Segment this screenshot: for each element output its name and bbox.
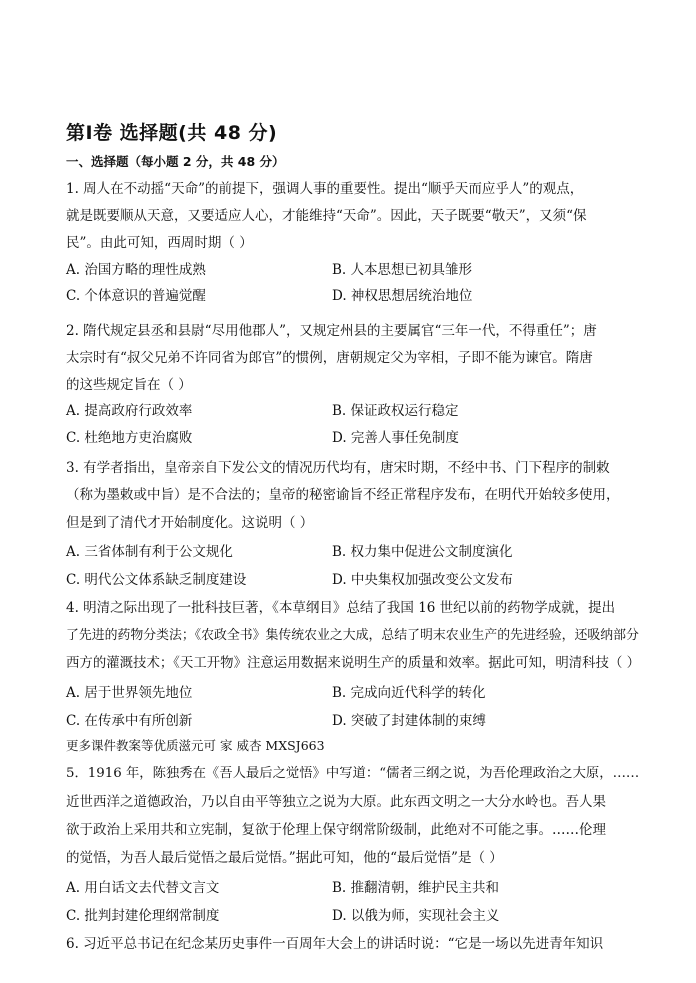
- q4-option-b: B. 完成向近代科学的转化: [332, 685, 486, 701]
- q5-line: 欲于政治上采用共和立宪制，复欲于伦理上保守纲常阶级制，此绝对不可能之事。……伦理: [66, 822, 606, 838]
- q1-line: 1. 周人在不动摇“天命”的前提下，强调人事的重要性。提出“顺乎天而应乎人”的观点，: [66, 181, 584, 197]
- q2-line: 太宗时有“叔父兄弟不许同省为郎官”的惯例，唐朝规定父为宰相，子即不能为谏官。隋唐: [66, 350, 593, 366]
- q3-option-d: D. 中央集权加强改变公文发布: [332, 572, 513, 588]
- q1-line: 民”。由此可知，西周时期（ ）: [66, 235, 253, 251]
- q3-line: 但是到了清代才开始制度化。这说明（ ）: [66, 515, 314, 531]
- q2-option-a: A. 提高政府行政效率: [66, 403, 193, 419]
- q5-option-d: D. 以俄为师，实现社会主义: [332, 908, 500, 924]
- q5-option-a: A. 用白话文去代替文言文: [66, 880, 220, 896]
- q4-option-d: D. 突破了封建体制的束缚: [332, 713, 486, 729]
- q2-option-d: D. 完善人事任免制度: [332, 430, 459, 446]
- q4-line: 4. 明清之际出现了一批科技巨著，《本草纲目》总结了我国 16 世纪以前的药物学成就，提出: [66, 600, 616, 616]
- q1-option-c: C. 个体意识的普遍觉醒: [66, 288, 206, 304]
- q2-line: 的这些规定旨在（ ）: [66, 377, 192, 393]
- q1-option-a: A. 治国方略的理性成熟: [66, 262, 206, 278]
- q2-option-c: C. 杜绝地方吏治腐败: [66, 430, 193, 446]
- section-heading: 一、选择题（每小题 2 分，共 48 分）: [66, 154, 285, 169]
- q2-line: 2. 隋代规定县丞和县尉“尽用他郡人”，又规定州县的主要属官“三年一代，不得重任”；唐: [66, 323, 597, 339]
- q5-line: 5．1916 年，陈独秀在《吾人最后之觉悟》中写道：“儒者三纲之说，为吾伦理政治之大原，……: [66, 766, 640, 781]
- q1-option-b: B. 人本思想已初具雏形: [332, 262, 473, 278]
- q4-option-c: C. 在传承中有所创新: [66, 713, 193, 729]
- q4-line: 了先进的药物分类法；《农政全书》集传统农业之大成，总结了明末农业生产的先进经验，还吸纳部分: [66, 628, 639, 643]
- q5-line: 的觉悟，为吾人最后觉悟之最后觉悟。”据此可知，他的“最后觉悟”是（ ）: [66, 850, 503, 866]
- q5-line: 近世西洋之道德政治，乃以自由平等独立之说为大原。此东西文明之一大分水岭也。吾人果: [66, 794, 606, 810]
- q1-line: 就是既要顺从天意，又要适应人心，才能维持“天命”。因此，天子既要“敬天”，又须“保: [66, 208, 587, 224]
- q3-option-b: B. 权力集中促进公文制度演化: [332, 544, 513, 560]
- promo-line: 更多课件教案等优质滋元可 家 威杏 MXSJ663: [66, 738, 325, 753]
- q5-option-b: B. 推翻清朝，维护民主共和: [332, 880, 500, 896]
- q4-option-a: A. 居于世界领先地位: [66, 685, 193, 701]
- q1-option-d: D. 神权思想居统治地位: [332, 288, 473, 304]
- q3-line: （称为墨敕或中旨）是不合法的；皇帝的秘密谕旨不经正常程序发布，在明代开始较多使用，: [66, 487, 620, 503]
- q4-line: 西方的灌溉技术；《天工开物》注意运用数据来说明生产的质量和效率。据此可知，明清科技（ ）: [66, 656, 641, 671]
- q6-line: 6. 习近平总书记在纪念某历史事件一百周年大会上的讲话时说：“它是一场以先进青年知识: [66, 936, 604, 952]
- q5-option-c: C. 批判封建伦理纲常制度: [66, 908, 220, 924]
- page-title: 第Ⅰ卷 选择题(共 48 分): [66, 122, 278, 144]
- q2-option-b: B. 保证政权运行稳定: [332, 403, 459, 419]
- q3-option-a: A. 三省体制有利于公文规化: [66, 544, 233, 560]
- q3-option-c: C. 明代公文体系缺乏制度建设: [66, 572, 247, 588]
- q3-line: 3. 有学者指出，皇帝亲自下发公文的情况历代均有，唐宋时期，不经中书、门下程序的制敕: [66, 460, 610, 476]
